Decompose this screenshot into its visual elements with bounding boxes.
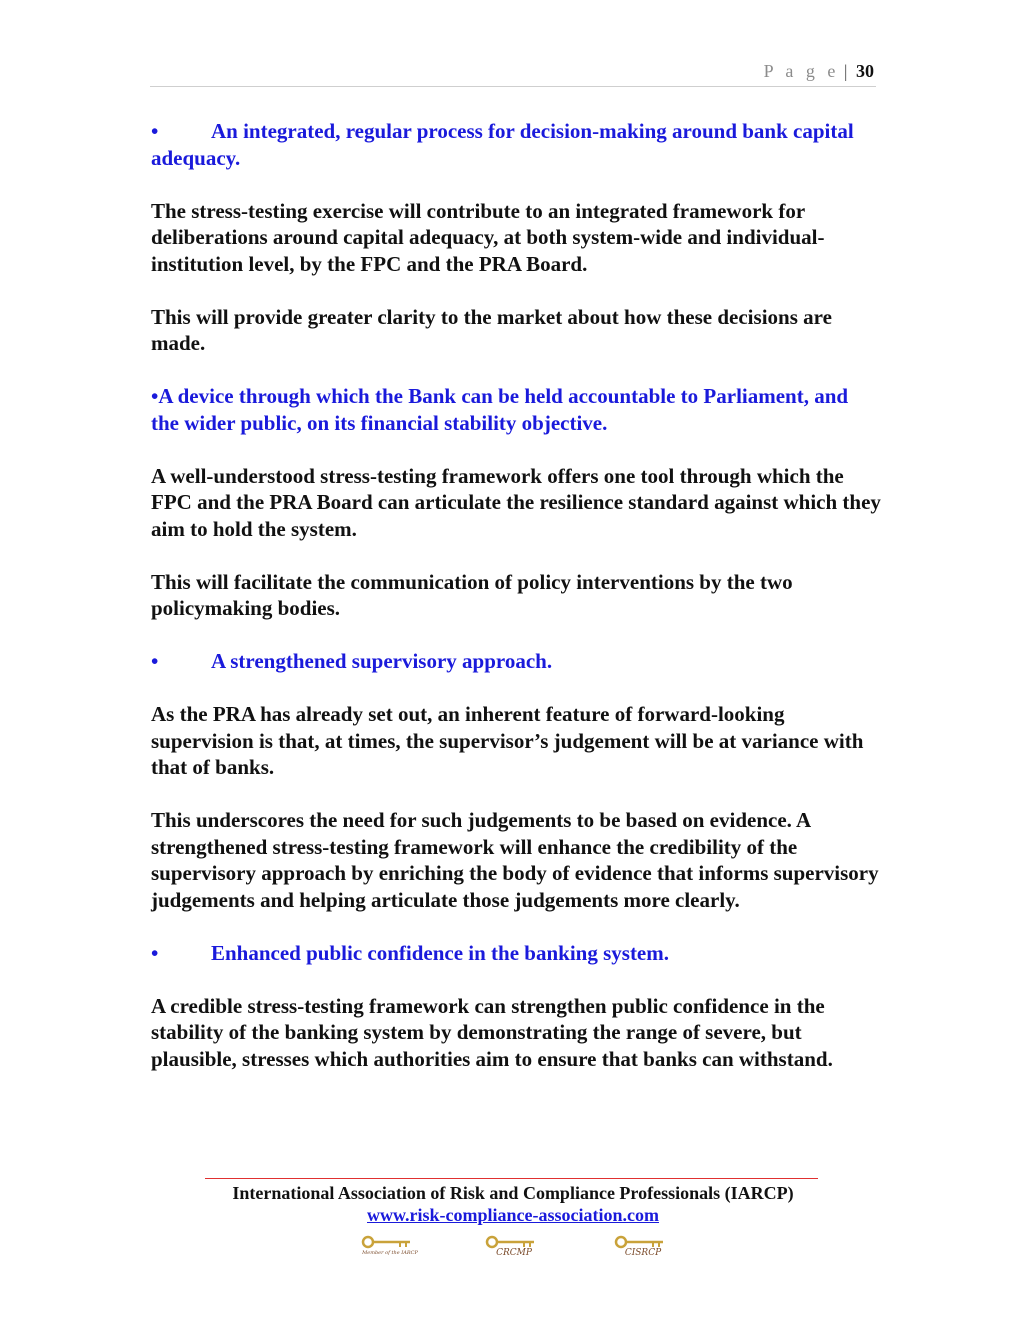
paragraph-5: As the PRA has already set out, an inherent feature of forward-looking supervision is that, at times, the supervisor’s judgement will be at variance with that of banks.	[151, 702, 864, 779]
badge-label: CRCMP	[496, 1248, 532, 1258]
cisrcp-badge	[613, 1234, 673, 1262]
page-number-label	[764, 60, 874, 82]
badge-label: Member of the IARCP	[362, 1250, 418, 1256]
footer-divider	[205, 1178, 818, 1179]
member-badge	[360, 1234, 420, 1262]
bullet-icon: •	[151, 119, 159, 143]
footer-website-link[interactable]: www.risk-compliance-association.com	[367, 1205, 659, 1225]
key-icon	[360, 1234, 420, 1250]
page-word: P a g e	[763, 61, 840, 81]
crcmp-badge	[484, 1234, 544, 1262]
paragraph-4: This will facilitate the communication of policy interventions by the two policymaking bodies.	[151, 569, 793, 620]
bullet-icon: •	[151, 649, 159, 673]
bullet-icon: •	[151, 940, 159, 965]
paragraph-1: The stress-testing exercise will contribute to an integrated framework for deliberations around capital adequacy, at both system-wide and individual-institution level, by the FPC and the PRA Board.	[151, 198, 825, 276]
bullet-item-2: •A device through which the Bank can be held accountable to Parliament, and the wider public, on its financial stability objective.	[151, 384, 849, 435]
footer-organization: International Association of Risk and Compliance Professionals (IARCP)	[232, 1183, 794, 1203]
bullet-text-1: An integrated, regular process for decision-making around bank capital adequacy.	[151, 119, 854, 170]
paragraph-2: This will provide greater clarity to the market about how these decisions are made.	[151, 304, 832, 355]
page-separator: |	[843, 61, 848, 81]
bullet-item-3	[151, 648, 881, 675]
badge-label: CISRCP	[624, 1248, 662, 1258]
bullet-item-1	[151, 118, 881, 171]
document-body	[151, 118, 881, 1072]
bullet-item-4	[151, 940, 881, 967]
paragraph-6: This underscores the need for such judgements to be based on evidence. A strengthened stress-testing framework will enhance the credibility of the supervisory approach by enriching the body of evidence that informs supervisory judgements and helping articulate those judgements more clearly.	[151, 808, 879, 912]
paragraph-3: A well-understood stress-testing framework offers one tool through which the FPC and the PRA Board can articulate the resilience standard against which they aim to hold the system.	[151, 463, 881, 541]
bullet-text-3: A strengthened supervisory approach.	[211, 649, 553, 673]
paragraph-7: A credible stress-testing framework can strengthen public confidence in the stability of the banking system by demonstrating the range of severe, but plausible, stresses which authorities aim to ensure that banks can withstand.	[151, 993, 833, 1071]
page-header	[150, 58, 876, 87]
page-number: 30	[856, 61, 874, 81]
bullet-text-4: Enhanced public confidence in the banking system.	[211, 940, 670, 965]
